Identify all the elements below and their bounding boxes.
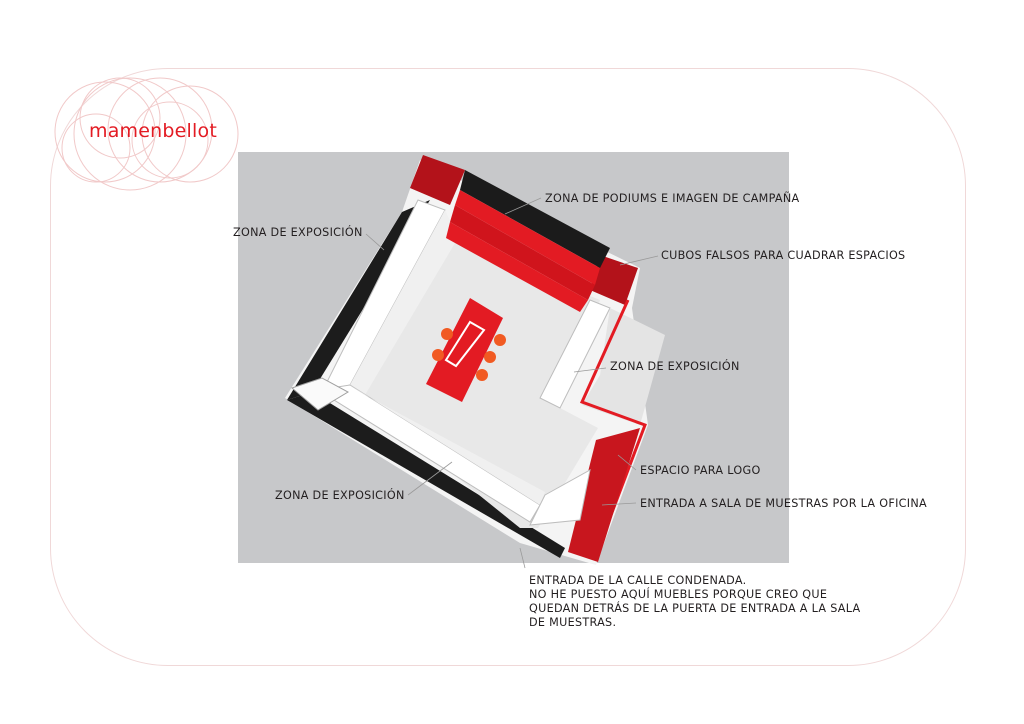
note-line: NO HE PUESTO AQUÍ MUEBLES PORQUE CREO QUE [529,588,828,601]
chair [494,334,506,346]
chair [476,369,488,381]
label-expo-right: ZONA DE EXPOSICIÓN [610,360,740,373]
note-line: DE MUESTRAS. [529,616,617,629]
note-line: QUEDAN DETRÁS DE LA PUERTA DE ENTRADA A LA SALA [529,602,861,615]
chair [432,349,444,361]
label-expo-bottom: ZONA DE EXPOSICIÓN [275,489,405,502]
brand-logo: mamenbellot [89,120,217,142]
leader-line-expo-top [366,234,384,250]
chair [484,351,496,363]
label-logo-space: ESPACIO PARA LOGO [640,464,761,477]
label-expo-top-left: ZONA DE EXPOSICIÓN [233,226,363,239]
leader-line-cubos [620,256,658,265]
label-podiums: ZONA DE PODIUMS E IMAGEN DE CAMPAÑA [545,192,800,205]
chair [441,328,453,340]
label-cubos: CUBOS FALSOS PARA CUADRAR ESPACIOS [661,249,906,262]
leader-line-note [520,548,525,568]
note-line: ENTRADA DE LA CALLE CONDENADA. [529,574,747,587]
street-entrance-note [529,574,861,630]
label-entrada-oficina: ENTRADA A SALA DE MUESTRAS POR LA OFICINA [640,497,928,510]
